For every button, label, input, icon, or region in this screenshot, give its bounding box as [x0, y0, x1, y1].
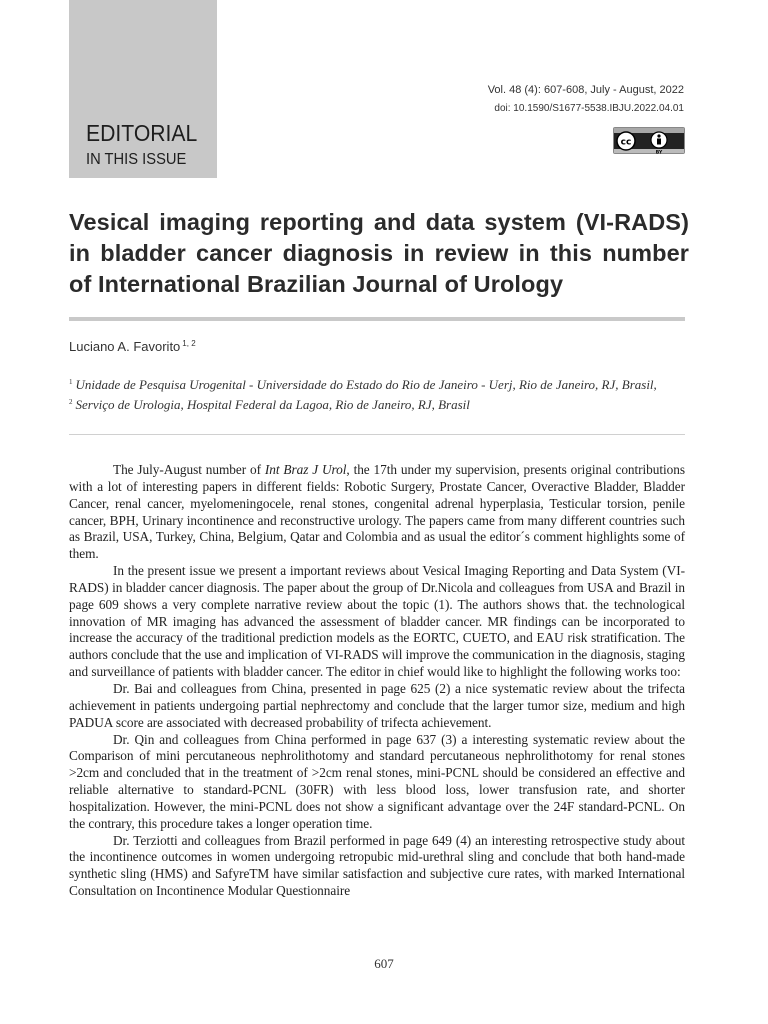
paragraph-1: The July-August number of Int Braz J Urol, the 17th under my supervision, presents original contributions with a lot of interesting papers in different fields: Robotic Surgery, Prostate Cancer, Overactive Bladder, Bladder Cancer, renal cancer, myelomeningocele, renal stones, congenital adrenal hyperplasia, Testicular torsion, penile cancer, BPH, Urinary incontinence and reconstructive urology. The papers came from many different countries such as Brazil, USA, Turkey, China, Belgium, Qatar and Colombia and as usual the editor´s comment highlights some of them.: [69, 462, 685, 562]
header-divider: [69, 434, 685, 435]
article-body: [69, 462, 685, 900]
author-affiliation-marks: 1, 2: [182, 339, 196, 348]
author-line: [69, 339, 196, 354]
paragraph-5: Dr. Terziotti and colleagues from Brazil performed in page 649 (4) an interesting retrospective study about the incontinence outcomes in women undergoing retropubic mid-urethral sling and conclude that both hand-made synthetic sling (HMS) and SafyreTM have similar satisfaction and subjective cure rates, with marked International Consultation on Incontinence Modular Questionnaire: [69, 832, 685, 899]
citation-meta: [488, 82, 684, 117]
article-title: Vesical imaging reporting and data system (VI-RADS) in bladder cancer diagnosis in review in this number of International Brazilian Journal of Urology: [69, 209, 689, 297]
svg-text:BY: BY: [655, 150, 663, 155]
editorial-section-badge: [69, 0, 217, 178]
doi-link[interactable]: doi: 10.1590/S1677-5538.IBJU.2022.04.01: [494, 103, 684, 114]
paragraph-4: Dr. Qin and colleagues from China performed in page 637 (3) a interesting systematic review about the Comparison of mini percutaneous nephrolithotomy and standard percutaneous nephrolithotomy for renal stones >2cm and concluded that in the treatment of >2cm renal stones, mini-PCNL should be considered an effective and reliable alternative to standard-PCNL (30FR) with less blood loss, lower transfusion rate, and shorter hospitalization. However, the mini-PCNL does not show a significant advantage over the 24F standard-PCNL. On the contrary, this procedure takes a longer operation time.: [69, 731, 685, 831]
paragraph-2: In the present issue we present a important reviews about Vesical Imaging Reporting and Data System (VI-RADS) in bladder cancer diagnosis. The paper about the group of Dr.Nicola and colleagues from USA and Brazil in page 609 shows a very complete narrative review about the topic (1). The authors shows that. the technological innovation of MR imaging has advanced the assessment of bladder cancer. MR findings can be incorporated to increase the accuracy of the traditional prediction models as the EORTC, CUETO, and EAU risk stratification. The authors conclude that the use and implication of VI-RADS will improve the communication in the diagnosis, staging and surveillance of patients with bladder cancer. The editor in chief would like to highlight the following works too:: [69, 563, 685, 680]
section-title: EDITORIAL: [86, 120, 198, 146]
svg-text:cc: cc: [620, 137, 632, 148]
author-name: Luciano A. Favorito: [69, 339, 181, 354]
creative-commons-by-icon: [614, 128, 686, 155]
section-subtitle: IN THIS ISSUE: [86, 151, 187, 168]
affiliation-1: $^1$ Unidade de Pesquisa Urogenital - Universidade do Estado do Rio de Janeiro - Uerj, Rio de Janeiro, RJ, Brasil,: [69, 377, 657, 392]
page-number: 607: [374, 956, 394, 971]
volume-info: Vol. 48 (4): 607-608, July - August, 2022: [487, 84, 684, 96]
journal-name: Int Braz J Urol: [264, 462, 347, 477]
paragraph-3: Dr. Bai and colleagues from China, presented in page 625 (2) a nice systematic review about the trifecta achievement in patients undergoing partial nephrectomy and conclude that the larger tumor size, medium and high PADUA score are associated with decreased probability of trifecta achievement.: [69, 680, 685, 730]
affiliation-2: $^2$ Serviço de Urologia, Hospital Federal da Lagoa, Rio de Janeiro, RJ, Brasil: [69, 396, 470, 412]
affiliations: [69, 374, 689, 413]
title-divider: [69, 317, 685, 321]
creative-commons-license-badge[interactable]: [613, 127, 685, 154]
